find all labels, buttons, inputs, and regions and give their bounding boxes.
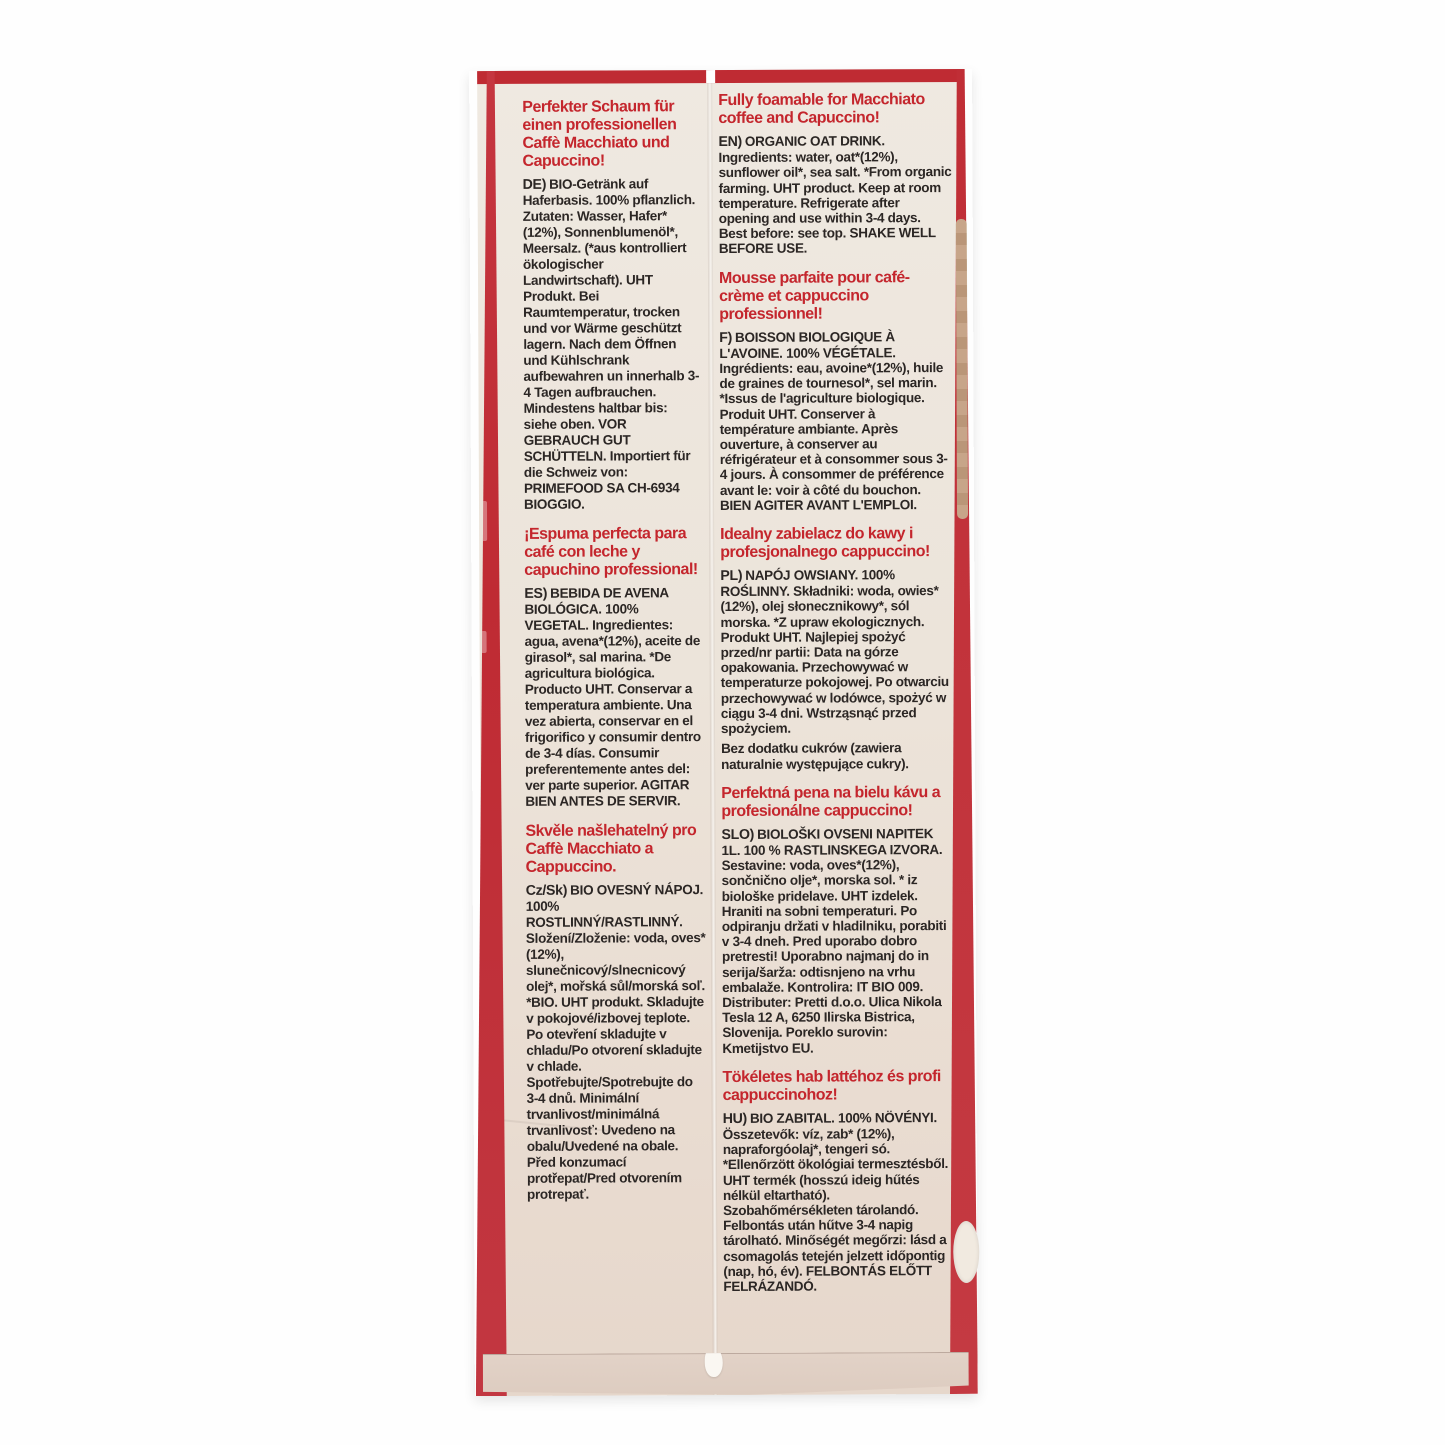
english-lang-label: EN) [718, 133, 742, 151]
center-fold-seam [707, 74, 718, 1395]
spanish-heading: ¡Espuma perfecta para café con leche y capuchino professional! [524, 525, 698, 579]
french-lang-label: F) [719, 329, 733, 346]
polish-no-sugar-note: Bez dodatku cukrów (zawiera naturalnie występujące cukry). [721, 740, 909, 772]
czech-slovak-heading: Skvěle našlehatelný pro Caffè Macchiato a Cappuccino. [525, 822, 697, 876]
hungarian-body [723, 1110, 957, 1294]
french-body-text: BOISSON BIOLOGIQUE À L'AVOINE. 100% VÉGÉTALE. Ingrédients: eau, avoine*(12%), huile de graines de tournesol*, sel marin. *Issus de l'agriculture biologique. Produit UHT. Conserver à température ambiante. Après ouverture, à conserver au réfrigérateur et à consommer sous 3-4 jours. À consommer de préférence avant le: voir à côté du bouchon. BIEN AGITER AVANT L'EMPLOI. [719, 328, 948, 513]
slovenian-lang-label: SLO) [721, 826, 755, 843]
section-hungarian [722, 1068, 956, 1294]
polish-lang-label: PL) [720, 567, 743, 585]
top-band-seam-gap [706, 70, 715, 83]
right-text-column [718, 69, 956, 1307]
section-english [718, 91, 952, 257]
section-polish [720, 525, 954, 772]
english-body-text: ORGANIC OAT DRINK. Ingredients: water, oat*(12%), sunflower oil*, sea salt. *From organic farming. UHT product. Keep at room temperature. Refrigerate after opening and use within 3-4 days. Best before: see top. SHAKE WELL BEFORE USE. [718, 133, 952, 257]
german-body [523, 176, 704, 513]
section-slovenian [721, 784, 955, 1056]
english-body [718, 133, 952, 257]
side-panel-logo-fragment [953, 1221, 979, 1283]
german-heading: Perfekter Schaum für einen professionellen Caffè Macchiato und Capuccino! [522, 98, 677, 170]
czech-slovak-lang-label: Cz/Sk) [525, 882, 568, 899]
czech-slovak-body-text: BIO OVESNÝ NÁPOJ. 100% ROSTLINNÝ/RASTLINNÝ. Složení/Zloženie: voda, oves*(12%), slunečnicový/slnecnicový olej*, mořská sůl/morská soľ. *BIO. UHT produkt. Skladujte v pokojové/izbovej teplote. Po otevření skladujte v chladu/Po otvorení skladujte v chlade. Spotřebujte/Spotrebujte do 3-4 dnů. Minimální trvanlivost/minimálná trvanlivosť: Uvedeno na obalu/Uvedené na obale. Před konzumací protřepat/Pred otvorením protrepať. [525, 882, 706, 1202]
left-text-column [522, 70, 707, 1216]
hungarian-body-text: BIO ZABITAL. 100% NÖVÉNYI. Összetevők: víz, zab* (12%), napraforgóolaj*, tengeri só. *Ellenőrzött ökológiai termesztésből. UHT termék (hosszú ideig hűtés nélkül eltartható). Szobahőmérsékleten tárolandó. Felbontás után hűtve 3-4 napig tárolható. Minőségét megőrzi: lásd a csomagolás tetején jelzett időpontig (nap, hó, év). FELBONTÁS ELŐTT FELRÁZANDÓ. [722, 1109, 949, 1294]
polish-body [720, 567, 954, 736]
french-heading: Mousse parfaite pour café-crème et cappuccino professionnel! [718, 268, 910, 323]
slovenian-body [721, 826, 955, 1056]
french-body [719, 329, 953, 513]
oat-drink-carton-back-panel [469, 69, 978, 1396]
polish-heading: Idealny zabielacz do kawy i profesjonalnego cappuccino! [720, 525, 930, 562]
czech-slovak-body [526, 882, 707, 1203]
hungarian-heading: Tökéletes hab lattéhoz és profi cappuccinohoz! [722, 1067, 941, 1104]
english-heading: Fully foamable for Macchiato coffee and Capuccino! [718, 91, 925, 128]
section-french [719, 269, 953, 513]
carton-face [477, 69, 970, 1396]
spanish-lang-label: ES) [524, 585, 548, 602]
section-german [522, 98, 704, 513]
slovenian-body-text: BIOLOŠKI OVSENI NAPITEK 1L. 100 % RASTLINSKEGA IZVORA. Sestavine: voda, oves*(12%), sončnično olje*, morska sol. * iz biološke pridelave. UHT izdelek. Hraniti na sobni temperaturi. Po odpiranju držati v hladilniku, porabiti v 3-4 dneh. Pred uporabo dobro pretresti! Uporabno najmanj do in serija/šarža: odtisnjeno na vrhu embalaže. Kontrolira: IT BIO 009. Distributer: Pretti d.o.o. Ulica Nikola Tesla 12 A, 6250 Ilirska Bistrica, Slovenija. Poreklo surovin: Kmetijstvo EU. [721, 825, 947, 1056]
section-czech-slovak [525, 822, 707, 1203]
slovenian-heading: Perfektná pena na bielu kávu a profesionálne cappuccino! [721, 783, 941, 820]
glued-flap-texture [956, 219, 968, 519]
spanish-body-text: BEBIDA DE AVENA BIOLÓGICA. 100% VEGETAL. Ingredientes: agua, avena*(12%), aceite de girasol*, sal marina. *De agricultura biológica. Producto UHT. Conservar a temperatura ambiente. Una vez abierta, conservar en el frigorifico y consumir dentro de 3-4 días. Consumir preferentemente antes del: ver parte superior. AGITAR BIEN ANTES DE SERVIR. [524, 585, 701, 809]
polish-body-text: NAPÓJ OWSIANY. 100% ROŚLINNY. Składniki: woda, owies* (12%), olej słonecznikowy*, sól morska. *Z upraw ekologicznych. Produkt UHT. Najlepiej spożyć przed/nr partii: Data na górze opakowania. Przechowywać w temperaturze pokojowej. Po otwarciu przechowywać w lodówce, spożyć w ciągu 3-4 dni. Wstrząsnąć przed spożyciem. [720, 567, 949, 737]
section-spanish [524, 525, 705, 810]
german-body-text: BIO-Getränk auf Haferbasis. 100% pflanzlich. Zutaten: Wasser, Hafer*(12%), Sonnenblumenöl*, Meersalz. (*aus kontrolliert ökologischer Landwirtschaft). UHT Produkt. Bei Raumtemperatur, trocken und vor Wärme geschützt lagern. Nach dem Öffnen und Kühlschrank aufbewahren un innerhalb 3-4 Tagen aufbrauchen. Mindestens haltbar bis: siehe oben. VOR GEBRAUCH GUT SCHÜTTELN. Importiert für die Schweiz von: PRIMEFOOD SA CH-6934 BIOGGIO. [522, 176, 700, 512]
hungarian-lang-label: HU) [722, 1110, 747, 1127]
german-lang-label: DE) [522, 176, 547, 193]
spanish-body [524, 585, 705, 810]
carton-top-red-band [477, 69, 964, 84]
